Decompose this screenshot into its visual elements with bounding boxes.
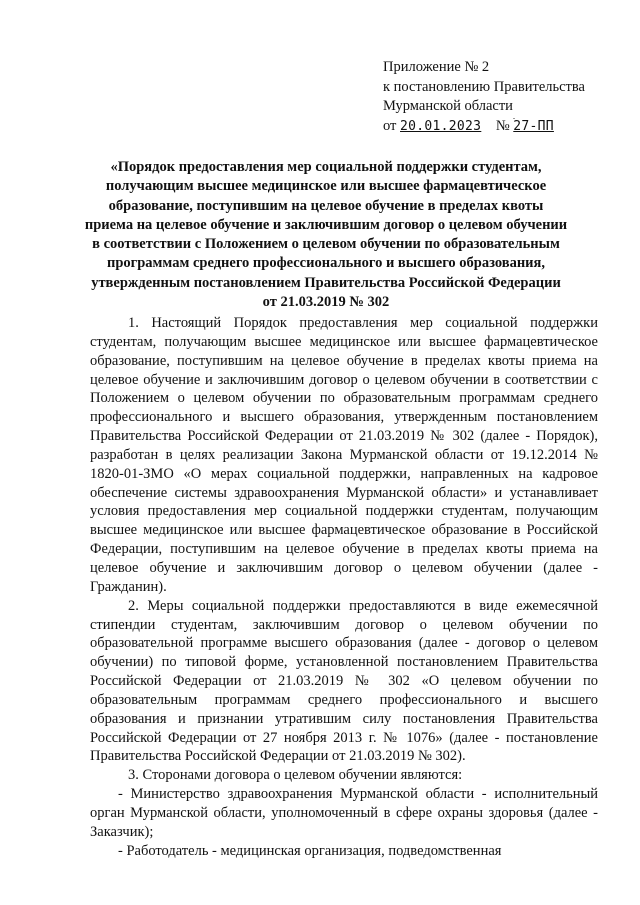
list-item-customer: - Министерство здравоохранения Мурманской области - исполнительный орган Мурманской области, уполномоченный в сфере охраны здоровья (далее - Заказчик); bbox=[90, 786, 598, 840]
appendix-date-line bbox=[383, 117, 623, 137]
document-body bbox=[90, 314, 598, 860]
date-prefix: от bbox=[383, 117, 401, 134]
appendix-header bbox=[383, 58, 623, 136]
paragraph-2: 2. Меры социальной поддержки предоставляются в виде ежемесячной стипендии студентам, заключившим договор о целевом обучении по образовательной программе высшего образования (далее - договор о целевом обучении) по типовой форме, установленной постановлением Правительства Российской Федерации от 21.03.2019 № 302 «О целевом обучении по образовательным программам среднего профессионального и высшего образования и признании утратившим силу постановления Правительства Российской Федерации от 27 ноября 2013 г. № 1076» (далее - постановление Правительства Российской Федерации от 21.03.2019 № 302). bbox=[90, 597, 598, 765]
decree-date: 20.01.2023 bbox=[400, 118, 482, 134]
decree-number: 27-ПП bbox=[513, 118, 554, 134]
appendix-number: Приложение № 2 bbox=[383, 59, 490, 75]
appendix-reference: к постановлению Правительства bbox=[383, 78, 585, 95]
list-item-employer: - Работодатель - медицинская организация, подведомственная bbox=[118, 842, 502, 859]
number-prefix: № bbox=[495, 117, 514, 134]
paragraph-1: 1. Настоящий Порядок предоставления мер социальной поддержки студентам, получающим высшее медицинское или высшее фармацевтическое образование, поступившим на целевое обучение в пределах квоты приема на целевое обучение и заключившим договор о целевом обучении в соответствии с Положением о целевом обучении по образовательным программам среднего профессионального и высшего образования, утвержденным постановлением Правительства Российской Федерации от 21.03.2019 № 302 (далее - Порядок), разработан в целях реализации Закона Мурманской области от 19.12.2014 № 1820-01-ЗМО «О мерах социальной поддержки, направленных на кадровое обеспечение системы здравоохранения Мурманской области» и устанавливает условия предоставления мер социальной поддержки студентам, получающим высшее медицинское или высшее фармацевтическое образование в Российской Федерации, поступившим на целевое обучение в пределах квоты приема на целевое обучение и заключившим договор о целевом обучении (далее - Гражданин). bbox=[90, 315, 598, 595]
paragraph-3: 3. Сторонами договора о целевом обучении являются: bbox=[128, 767, 463, 784]
scan-speck bbox=[513, 118, 515, 119]
document-title: «Порядок предоставления мер социальной поддержки студентам, получающим высшее медицинское или высшее фармацевтическое образование, поступившим на целевое обучение в пределах квоты приема на целевое обучение и заключившим договор о целевом обучении в соответствии с Положением о целевом обучении по образовательным программам среднего профессионального и высшего образования, утвержденным постановлением Правительства Российской Федерации от 21.03.2019 № 302 bbox=[84, 159, 568, 311]
appendix-region: Мурманской области bbox=[383, 98, 513, 114]
